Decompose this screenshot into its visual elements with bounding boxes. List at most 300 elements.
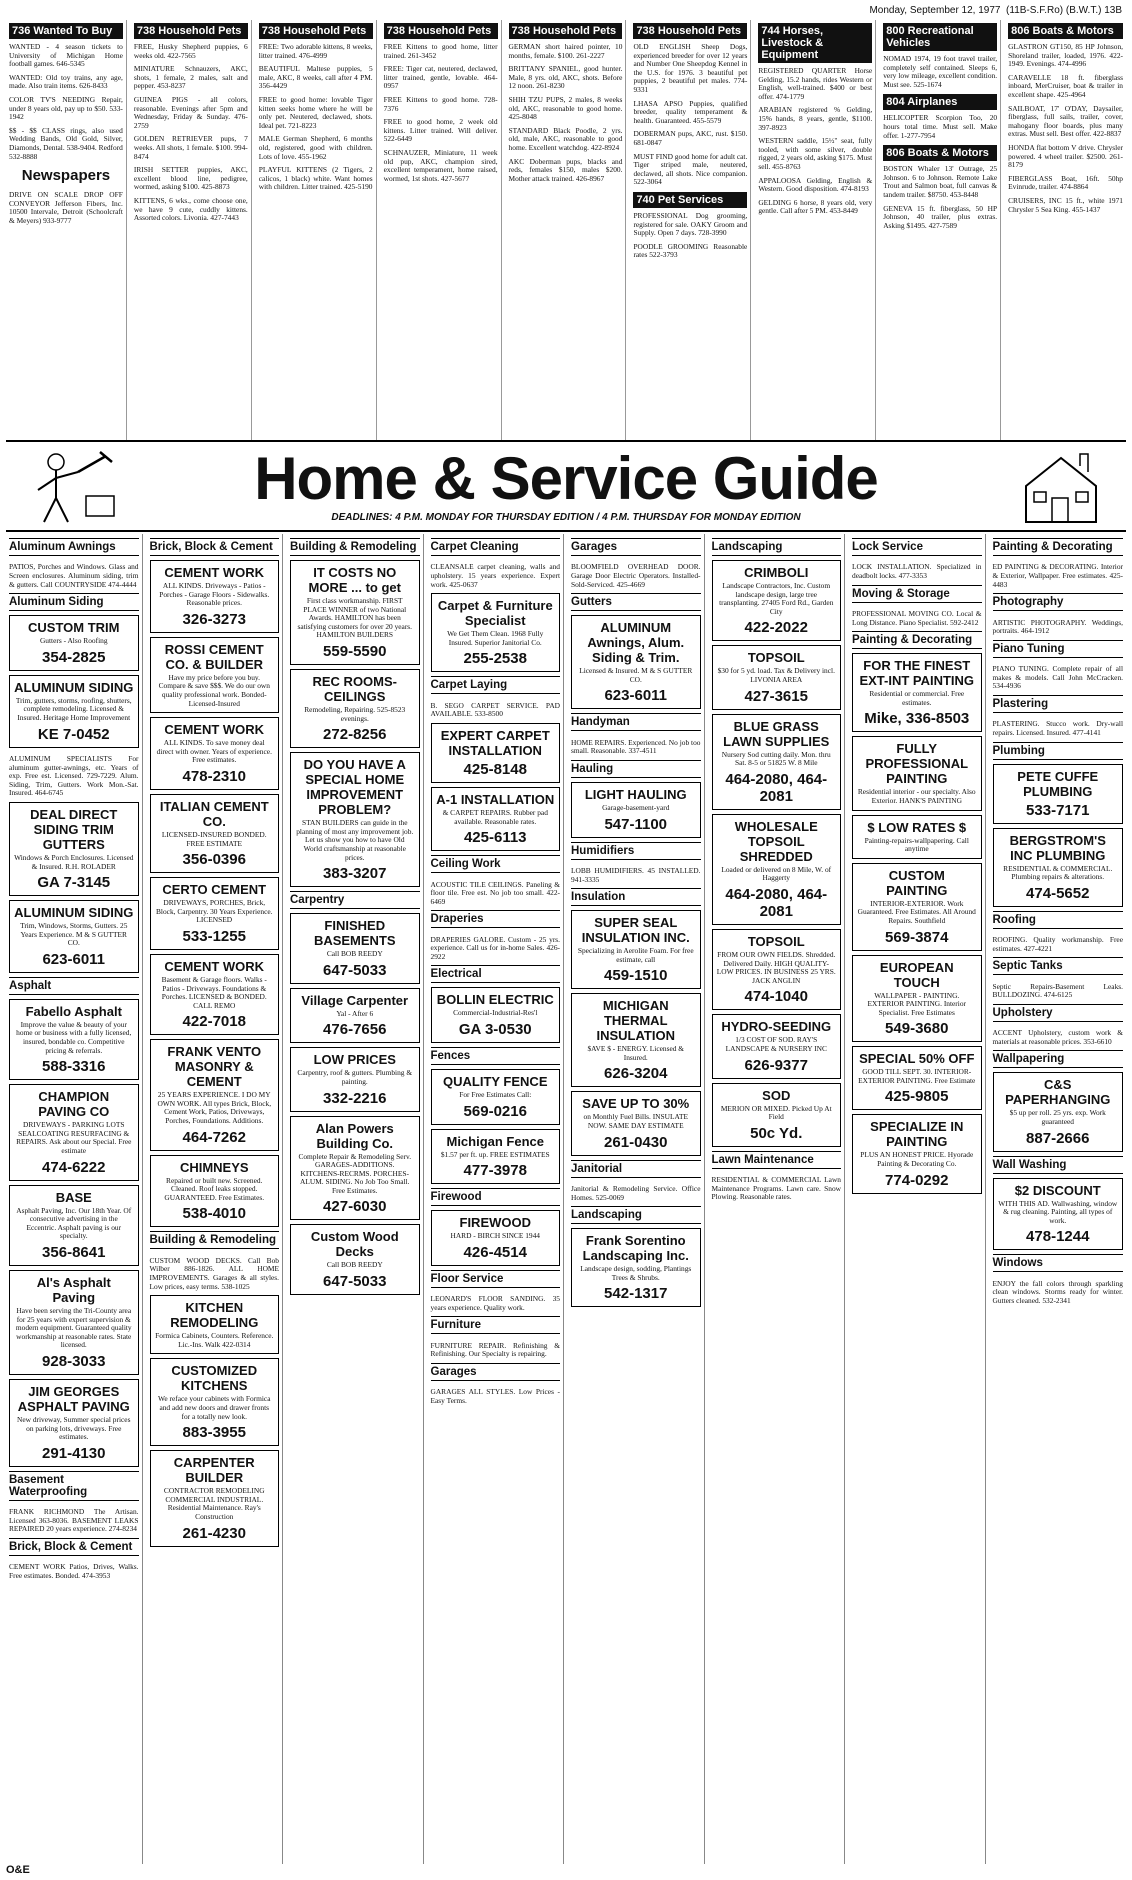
category-heading: Lock Service xyxy=(852,538,982,556)
classified-ad: FREE: Tiger cat, neutered, declawed, litter trained, gentle, lovable. 464-0957 xyxy=(383,64,498,91)
ad-phone: 588-3316 xyxy=(42,1058,106,1076)
ad-phone: 326-3273 xyxy=(182,610,246,628)
ad-phone: 559-5590 xyxy=(323,642,387,660)
category-heading: Basement Waterproofing xyxy=(9,1471,139,1501)
display-ad xyxy=(993,828,1124,907)
guide-column xyxy=(849,534,986,1864)
classified-ad: $$ - $$ CLASS rings, also used Wedding Bands, Old Gold, Silver, Diamonds, Dental. 538-9404. Redford 532-8888 xyxy=(9,125,123,161)
ad-title: C&S PAPERHANGING xyxy=(1005,1077,1111,1108)
classified-ad: GELDING 6 horse, 8 years old, very gentle. Call after 5 PM. 453-8449 xyxy=(758,197,873,216)
ad-title: TOPSOIL xyxy=(747,933,805,949)
line-ad: Septic Repairs-Basement Leaks. BULLDOZING. 474-6125 xyxy=(992,981,1123,1000)
line-ad: ACOUSTIC TILE CEILINGS. Paneling & floor tile. Free est. No job too small. 422-6469 xyxy=(430,879,560,906)
ad-text: $AVE $ - ENERGY. Licensed & Insured. xyxy=(587,1044,685,1062)
display-ad xyxy=(571,782,701,838)
display-ad xyxy=(571,615,701,709)
classified-column xyxy=(131,20,252,440)
classified-ad: PROFESSIONAL Dog grooming, registered for sale. OAKY Groom and Supply. Open 7 days. 728-3990 xyxy=(633,210,748,238)
ad-text: HARD - BIRCH SINCE 1944 xyxy=(450,1231,540,1241)
ad-text: Improve the value & beauty of your home or business with a fully licensed, insured, bondable co. Competitive pricing & referrals. xyxy=(16,1019,132,1055)
display-ad xyxy=(852,1046,982,1110)
display-ad xyxy=(993,1178,1124,1251)
ad-text: LICENSED-INSURED BONDED. FREE ESTIMATE xyxy=(161,829,267,848)
ad-phone: 383-3207 xyxy=(323,865,387,883)
classified-ad: REGISTERED QUARTER Horse Gelding, 15.2 hands, rides Western or English, well-trained. $400 or best offer. 474-1779 xyxy=(758,66,873,101)
line-ad: GARAGES ALL STYLES. Low Prices - Easy Terms. xyxy=(430,1387,560,1405)
display-ad xyxy=(571,1228,701,1307)
ad-title: CUSTOM TRIM xyxy=(28,620,120,636)
classified-ad: FREE to good home, 2 week old kittens. Litter trained. Will deliver. 522-6449 xyxy=(383,117,498,144)
ad-text: 1/3 COST OF SOD. RAY'S LANDSCAPE & NURSERY INC xyxy=(725,1035,827,1053)
category-heading: Moving & Storage xyxy=(852,585,982,603)
ad-phone: KE 7-0452 xyxy=(37,725,110,743)
classified-ad: WANTED - 4 season tickets to University of Michigan Home football games. 646-5345 xyxy=(9,42,123,69)
ad-phone: 647-5033 xyxy=(323,1273,387,1291)
ad-phone: 427-6030 xyxy=(323,1198,387,1216)
ad-phone: 291-4130 xyxy=(42,1444,106,1462)
ad-text: Trim, Windows, Storms, Gutters. 25 Years Experience. M & S GUTTER CO. xyxy=(20,921,128,948)
display-ad xyxy=(150,1358,280,1446)
ad-title: A-1 INSTALLATION xyxy=(436,791,555,807)
display-ad xyxy=(9,1270,139,1375)
ad-phone: 547-1100 xyxy=(604,815,668,833)
classified-ad: DOBERMAN pups, AKC, rust. $150. 681-0847 xyxy=(633,129,748,147)
ad-phone: 425-8148 xyxy=(463,760,527,778)
ad-text: Repaired or built new. Screened. Cleaned. Roof leaks stopped. GUARANTEED. Free Estimates. xyxy=(164,1175,265,1202)
display-ad xyxy=(9,1379,139,1467)
worker-illustration-icon xyxy=(16,446,126,526)
ad-title: Alan Powers Building Co. xyxy=(315,1120,394,1151)
ad-text: Residential or commercial. Free estimates. xyxy=(869,689,965,707)
ad-title: CARPENTER BUILDER xyxy=(173,1455,255,1486)
classified-ad: WESTERN saddle, 15½" seat, fully tooled, with some silver, double rigged, 2 years old, asking $175. Must sell. 455-8763 xyxy=(758,136,873,171)
ad-text: $5 up per roll. 25 yrs. exp. Work guaranteed xyxy=(1009,1108,1106,1127)
guide-column xyxy=(990,534,1127,1864)
category-heading: Fences xyxy=(431,1047,561,1065)
display-ad xyxy=(9,802,139,896)
display-ad xyxy=(150,1450,280,1546)
ad-phone: 474-6222 xyxy=(42,1158,106,1176)
ad-text: Formica Cabinets, Counters. Reference. Lic.-Ins. Walk 422-0314 xyxy=(155,1331,274,1349)
ad-title: SOD xyxy=(762,1087,791,1103)
classified-ad: LHASA APSO Puppies, qualified breeder, quality temperament & health. Guaranteed. 455-5579 xyxy=(633,98,748,125)
ad-phone: 928-3033 xyxy=(42,1352,106,1370)
ad-title: HYDRO-SEEDING xyxy=(721,1019,832,1035)
display-ad xyxy=(9,1084,139,1180)
classified-ad: COLOR TV'S NEEDING Repair, under 8 years old, pay up to $50. 533-1942 xyxy=(9,94,123,122)
line-ad: ARTISTIC PHOTOGRAPHY. Weddings, portraits. 464-1912 xyxy=(992,617,1123,636)
display-ad xyxy=(712,645,842,709)
ad-phone: 887-2666 xyxy=(1026,1129,1090,1147)
featured-ad-text: DRIVE ON SCALE DROP OFF CONVEYOR Jefferson Fibers, Inc. 10500 Intervale, Detroit (Schoolcraft & Meyers) 933-9777 xyxy=(9,190,123,225)
display-ad xyxy=(290,669,420,748)
display-ad xyxy=(712,714,842,810)
ad-title: KITCHEN REMODELING xyxy=(170,1300,259,1331)
classified-ad: BEAUTIFUL Maltese puppies, 5 male, AKC, 8 weeks, call after 4 PM. 356-4429 xyxy=(258,64,373,91)
banner-title: Home & Service Guide xyxy=(254,445,878,512)
display-ad xyxy=(712,1083,842,1147)
line-ad: ACCENT Upholstery, custom work & materials at reasonable prices. 353-6610 xyxy=(992,1028,1123,1046)
display-ad xyxy=(9,615,139,671)
classified-ad: STANDARD Black Poodle, 2 yrs. old, male, AKC, reasonable to good home. Excellent watchdog. 422-8924 xyxy=(508,125,623,152)
classified-column xyxy=(381,20,502,440)
ad-phone: 425-9805 xyxy=(885,1088,949,1106)
dateline: Monday, September 12, 1977 xyxy=(869,4,1001,16)
category-heading: Brick, Block & Cement xyxy=(9,1538,139,1556)
category-heading: Landscaping xyxy=(712,538,842,556)
ad-title: LIGHT HAULING xyxy=(584,786,687,802)
ad-text: Licensed & Insured. M & S GUTTER CO. xyxy=(579,666,693,684)
ad-title: CHAMPION PAVING CO xyxy=(38,1089,110,1120)
ad-title: EXPERT CARPET INSTALLATION xyxy=(440,727,550,758)
ad-text: 25 YEARS EXPERIENCE. I DO MY OWN WORK. All types Brick, Block, Cement Work, Patios, Driveways, Porches, Foundations. Additions. xyxy=(157,1090,272,1126)
line-ad: HOME REPAIRS. Experienced. No job too small. Reasonable. 337-4511 xyxy=(571,737,701,756)
ad-phone: 261-0430 xyxy=(604,1133,668,1151)
category-heading: Upholstery xyxy=(993,1004,1124,1022)
display-ad xyxy=(290,913,420,984)
ad-phone: 464-2080, 464-2081 xyxy=(725,770,828,805)
display-ad xyxy=(852,736,982,810)
ad-title: BERGSTROM'S INC PLUMBING xyxy=(1009,832,1106,863)
guide-column xyxy=(147,534,284,1864)
ad-title: BLUE GRASS LAWN SUPPLIES xyxy=(723,718,830,749)
ad-title: CERTO CEMENT xyxy=(162,882,267,898)
display-ad xyxy=(852,1114,982,1193)
line-ad: Janitorial & Remodeling Service. Office Homes. 525-0069 xyxy=(571,1184,701,1202)
ad-text: Trim, gutters, storms, roofing, shutters, complete remodeling. Licensed & Insured. Heritage Home Improvement xyxy=(15,695,132,722)
classified-column xyxy=(506,20,627,440)
service-directory xyxy=(6,534,1126,1864)
display-ad xyxy=(852,955,982,1043)
display-ad xyxy=(9,900,139,973)
ad-text: Residential interior - our specialty. Also Exterior. HANK'S PAINTING xyxy=(857,787,976,805)
display-ad xyxy=(712,814,842,925)
category-heading: Gutters xyxy=(571,593,701,611)
ad-title: $ LOW RATES $ xyxy=(867,819,967,835)
line-ad: LOBB HUMIDIFIERS. 45 INSTALLED. 941-3335 xyxy=(571,865,701,884)
ad-text: Complete Repair & Remodeling Serv. GARAGES-ADDITIONS. KITCHENS-RECRMS. PORCHES-ALUM. SIDING. No Job Too Small. Free Estimates. xyxy=(298,1151,412,1195)
display-ad xyxy=(431,987,561,1043)
ad-title: DO YOU HAVE A SPECIAL HOME IMPROVEMENT PROBLEM? xyxy=(303,757,406,818)
ad-text: WITH THIS AD. Wallwashing, window & rug cleaning. Painting, all types of work. xyxy=(998,1198,1118,1225)
classified-ad: OLD ENGLISH Sheep Dogs, experienced breeder for over 12 years and Number One Sheepdog Kennel in the U.S. for 1976. 3 beautiful pet puppies, 2 beautiful pet males. 774-9331 xyxy=(633,42,748,94)
display-ad xyxy=(290,1116,420,1221)
section-heading: 738 Household Pets xyxy=(509,23,623,39)
ad-text: Carpentry, roof & gutters. Plumbing & painting. xyxy=(297,1068,413,1086)
classified-ad: SCHNAUZER, Miniature, 11 week old pup, AKC, champion sired, excellent temperament, home raised, wormed, 1st shots. 427-5677 xyxy=(383,147,498,183)
section-heading: 806 Boats & Motors xyxy=(883,145,997,161)
ad-text: New driveway, Summer special prices on parking lots, driveways. Free estimates. xyxy=(17,1414,131,1442)
ad-text: CONTRACTOR REMODELING COMMERCIAL INDUSTRIAL. Residential Maintenance. Ray's Construction xyxy=(163,1486,265,1521)
classified-ad: PLAYFUL KITTENS (2 Tigers, 2 calicos, 1 black) white. Want homes with children. Litter trained. 425-5190 xyxy=(258,165,373,192)
ad-text: Yal - After 6 xyxy=(336,1008,374,1018)
category-heading: Wallpapering xyxy=(993,1050,1124,1068)
category-heading: Plastering xyxy=(993,695,1124,713)
ad-text: Painting-repairs-wallpapering. Call anytime xyxy=(864,835,969,854)
section-heading: 800 Recreational Vehicles xyxy=(883,23,997,51)
ad-text: DRIVEWAYS - PARKING LOTS SEALCOATING RESURFACING & REPAIRS. Ask about our Special. Free estimate xyxy=(16,1120,132,1156)
display-ad xyxy=(993,764,1124,824)
category-heading: Janitorial xyxy=(571,1160,701,1178)
line-ad: LOCK INSTALLATION. Specialized in deadbolt locks. 477-3353 xyxy=(852,562,982,580)
classified-ad: ARABIAN registered % Gelding, 15% hands, 8 years, gentle, $1100. 397-8923 xyxy=(758,105,873,132)
section-heading: 806 Boats & Motors xyxy=(1008,23,1123,39)
line-ad: RESIDENTIAL & COMMERCIAL Lawn Maintenance Programs. Lawn care. Snow Plowing. Reasonable rates. xyxy=(711,1175,841,1202)
ad-text: Garage-basement-yard xyxy=(602,802,670,812)
section-heading: 738 Household Pets xyxy=(384,23,498,39)
footer-mark: O&E xyxy=(6,1864,30,1876)
classified-ad: WANTED: Old toy trains, any age, made. Also train items. 626-8433 xyxy=(9,72,123,91)
guide-column xyxy=(428,534,565,1864)
ad-text: Remodeling, Repairing. 525-8523 evenings. xyxy=(304,704,406,723)
category-heading: Carpet Cleaning xyxy=(431,538,561,556)
ad-text: Nursery Sod cutting daily. Mon. thru Sat. 8-5 or 51825 W. 8 Mile xyxy=(721,749,831,768)
ad-text: PLUS AN HONEST PRICE. Hyorade Painting & Decorating Co. xyxy=(860,1150,974,1169)
ad-phone: 569-0216 xyxy=(463,1102,527,1120)
category-heading: Draperies xyxy=(431,910,561,928)
ad-phone: 464-2080, 464-2081 xyxy=(725,885,828,920)
line-ad: FRANK RICHMOND The Artisan. Licensed 363-8036. BASEMENT LEAKS REPAIRED 20 years experience. 274-8234 xyxy=(9,1507,139,1534)
category-heading: Wall Washing xyxy=(993,1156,1124,1174)
ad-title: Frank Sorentino Landscaping Inc. xyxy=(582,1233,689,1264)
ad-phone: 626-9377 xyxy=(744,1056,808,1074)
ad-phone: 356-0396 xyxy=(182,851,246,869)
category-heading: Septic Tanks xyxy=(993,957,1124,975)
ad-title: MICHIGAN THERMAL INSULATION xyxy=(596,998,675,1044)
home-service-guide-banner xyxy=(6,442,1126,532)
ad-phone: 50c Yd. xyxy=(750,1124,803,1142)
classified-ad: SAILBOAT, 17' O'DAY, Daysailer, fiberglass, full sails, trailer, cover, mahogany floor boards, plus many extras. Must sell. Best offer. 422-8837 xyxy=(1008,103,1123,139)
classified-ad: FIBERGLASS Boat, 16ft. 50hp Evinrude, trailer. 474-8864 xyxy=(1008,173,1123,192)
ad-text: We reface your cabinets with Formica and add new doors and drawer fronts for a totally new look. xyxy=(158,1394,271,1421)
classified-ad: MINIATURE Schnauzers, AKC, shots, 1 female, 2 males, salt and pepper. 453-8237 xyxy=(133,64,248,91)
display-ad xyxy=(852,863,982,951)
classified-column xyxy=(630,20,751,440)
display-ad xyxy=(290,1224,420,1295)
line-ad: CUSTOM WOOD DECKS. Call Bob Wilber 886-1826. ALL HOME IMPROVEMENTS. Garages & all styles. Low prices, easy terms. 538-1025 xyxy=(149,1255,279,1291)
classified-ad: GUINEA PIGS - all colors, reasonable. Evenings after 5pm and Wednesday, Friday & Sunday. 476-2759 xyxy=(133,94,248,130)
display-ad xyxy=(712,560,842,641)
guide-column xyxy=(709,534,846,1864)
ad-title: JIM GEORGES ASPHALT PAVING xyxy=(17,1383,130,1414)
ad-title: Michigan Fence xyxy=(446,1133,545,1149)
display-ad xyxy=(290,752,420,887)
house-illustration-icon xyxy=(1006,446,1116,526)
line-ad: ENJOY the fall colors through sparkling clean windows. Storms ready for winter. Gutters cleaned. 532-2341 xyxy=(992,1278,1123,1305)
classified-ad: CARAVELLE 18 ft. fiberglass inboard, MerCruiser, boat & trailer in excellent shape. 425-4964 xyxy=(1008,72,1123,99)
display-ad xyxy=(571,993,701,1087)
banner-deadlines: DEADLINES: 4 P.M. MONDAY FOR THURSDAY EDITION / 4 P.M. THURSDAY FOR MONDAY EDITION xyxy=(331,512,801,523)
ad-title: QUALITY FENCE xyxy=(443,1074,548,1090)
ad-phone: Mike, 336-8503 xyxy=(864,710,970,728)
line-ad: BLOOMFIELD OVERHEAD DOOR. Garage Door Electric Operators. Installed-Sold-Serviced. 425-4669 xyxy=(571,562,701,589)
ad-text: FROM OUR OWN FIELDS. Shredded. Delivered Daily. HIGH QUALITY-LOW PRICES. IN BUSINESS 25 YRS. JACK ANGLIN xyxy=(716,949,836,985)
ad-title: SPECIAL 50% OFF xyxy=(859,1051,975,1067)
display-ad xyxy=(150,1295,280,1354)
category-heading: Photography xyxy=(993,593,1124,611)
line-ad: PATIOS, Porches and Windows. Glass and Screen enclosures. Aluminum siding, trim & gutters. Call COUNTRYSIDE 474-4444 xyxy=(9,562,139,589)
line-ad: CLEANSALE carpet cleaning, walls and upholstery. 15 years experience. Expert work. 425-0637 xyxy=(430,562,560,589)
ad-phone: 272-8256 xyxy=(323,726,387,744)
edition-code: (11B-S.F.Ro) (B.W.T.) 13B xyxy=(1006,4,1122,16)
line-ad: B. SEGO CARPET SERVICE. PAD AVAILABLE. 533-8500 xyxy=(430,700,560,719)
display-ad xyxy=(290,988,420,1044)
ad-title: WHOLESALE TOPSOIL SHREDDED xyxy=(734,818,818,864)
ad-title: PETE CUFFE PLUMBING xyxy=(1017,768,1099,799)
ad-phone: 883-3955 xyxy=(182,1424,246,1442)
classified-ad: GOLDEN RETRIEVER pups, 7 weeks. All shots, 1 female. $100. 994-8474 xyxy=(133,134,248,161)
ad-text: DRIVEWAYS, PORCHES, Brick, Block, Carpentry. 30 Years Experience. LICENSED xyxy=(155,898,273,925)
ad-title: LOW PRICES xyxy=(313,1052,396,1068)
ad-title: ALUMINUM Awnings, Alum. Siding & Trim. xyxy=(587,620,685,666)
ad-phone: 626-3204 xyxy=(604,1065,668,1083)
ad-phone: 533-7171 xyxy=(1026,801,1090,819)
guide-column xyxy=(6,534,143,1864)
ad-text: RESIDENTIAL & COMMERCIAL. Plumbing repairs & alterations. xyxy=(1003,863,1113,882)
ad-text: $30 for 5 yd. load. Tax & Delivery incl. LIVONIA AREA xyxy=(717,666,835,684)
category-heading: Insulation xyxy=(571,888,701,906)
classified-ad: NOMAD 1974, 19 foot travel trailer, completely self contained. Sleeps 6, very low mileage, excellent condition. Must see. 525-1674 xyxy=(883,54,998,89)
section-heading: 738 Household Pets xyxy=(259,23,373,39)
category-heading: Carpet Laying xyxy=(431,676,561,694)
classified-ad: MUST FIND good home for adult cat. Tiger striped male, neutered, declawed, all shots. Nice companion. 522-3064 xyxy=(633,151,748,187)
category-heading: Hauling xyxy=(571,760,701,778)
ad-phone: 569-3874 xyxy=(885,928,949,946)
display-ad xyxy=(431,593,561,672)
ad-phone: 477-3978 xyxy=(463,1162,527,1180)
ad-phone: 426-4514 xyxy=(463,1243,527,1261)
ad-text: We Get Them Clean. 1968 Fully Insured. Superior Janitorial Co. xyxy=(447,629,544,647)
section-heading: 804 Airplanes xyxy=(883,94,997,110)
ad-title: BASE xyxy=(55,1189,92,1205)
line-ad: PLASTERING. Stucco work. Dry-wall repairs. Licensed. Insured. 477-4141 xyxy=(992,719,1123,737)
category-heading: Furniture xyxy=(431,1316,561,1334)
classified-ad: GENEVA 15 ft. fiberglass, 50 HP Johnson, 40 trailer, plus extras. Asking $1495. 427-7589 xyxy=(883,203,998,230)
section-heading: 740 Pet Services xyxy=(633,192,747,208)
classified-ad: FREE Kittens to good home, litter trained. 261-3452 xyxy=(383,42,498,60)
ad-text: ALL KINDS. To save money deal direct with owner. Years of experience. Free estimates. xyxy=(156,738,272,765)
classified-ad: KITTENS, 6 wks., come choose one, we have 9 cute, cuddly kittens. Assorted colors. Livonia. 427-7443 xyxy=(133,195,248,223)
category-heading: Carpentry xyxy=(290,891,420,909)
line-ad: LEONARD'S FLOOR SANDING. 35 years experience. Quality work. xyxy=(430,1294,560,1312)
category-heading: Piano Tuning xyxy=(993,640,1124,658)
ad-phone: 549-3680 xyxy=(885,1020,949,1038)
ad-title: SUPER SEAL INSULATION INC. xyxy=(581,915,690,946)
classified-ad: CRUISERS, INC 15 ft., white 1971 Chrysler 5 Sea King. 455-1437 xyxy=(1008,195,1123,214)
ad-title: SAVE UP TO 30% xyxy=(582,1096,690,1112)
ad-title: ALUMINUM SIDING xyxy=(14,679,134,695)
category-heading: Plumbing xyxy=(993,742,1124,760)
ad-title: CUSTOMIZED KITCHENS xyxy=(171,1363,258,1394)
display-ad xyxy=(9,675,139,748)
ad-text: STAN BUILDERS can guide in the planning of most any improvement job. Let us show you how to have Old World craftsmanship at reasonable prices. xyxy=(296,818,414,862)
category-heading: Electrical xyxy=(431,965,561,983)
category-heading: Roofing xyxy=(993,911,1124,929)
ad-phone: 459-1510 xyxy=(604,967,668,985)
ad-phone: 774-0292 xyxy=(885,1171,949,1189)
ad-phone: 464-7262 xyxy=(182,1128,246,1146)
ad-title: CEMENT WORK xyxy=(164,722,265,738)
display-ad xyxy=(150,794,280,873)
ad-text: First class workmanship. FIRST PLACE WINNER of two National Awards. HAMILTON has been satisfying customers for over 20 years. HAMILTON BUILDERS xyxy=(297,596,413,640)
ad-phone: GA 3-0530 xyxy=(458,1021,532,1039)
classified-column xyxy=(755,20,876,440)
ad-text: Basement & Garage floors. Walks - Patios - Driveways. Foundations & Porches. LICENSED & BONDED. CALL REMO xyxy=(161,974,267,1010)
classified-ad: BOSTON Whaler 13' Outrage, 25 Johnson. 6 to Johnson. Remote Lake Trout and Salmon boat, full canvas & tandem trailer. $8750. 453-8448 xyxy=(883,164,998,199)
ad-text: Loaded or delivered on 8 Mile, W. of Haggerty xyxy=(721,864,832,883)
display-ad xyxy=(431,1069,561,1125)
line-ad: DRAPERIES GALORE. Custom - 25 yrs. experience. Call us for in-home Sales. 426-2922 xyxy=(430,934,560,961)
classified-ad: HONDA flat bottom V drive. Chrysler powered. 4 wheel trailer. $2500. 261-8179 xyxy=(1008,142,1123,170)
display-ad xyxy=(150,1039,280,1150)
ad-title: Al's Asphalt Paving xyxy=(36,1275,111,1305)
classified-column xyxy=(880,20,1001,440)
ad-title: FULLY PROFESSIONAL PAINTING xyxy=(865,741,969,787)
guide-column xyxy=(287,534,424,1864)
display-ad xyxy=(712,929,842,1010)
ad-title: Custom Wood Decks xyxy=(310,1229,399,1260)
ad-title: Fabello Asphalt xyxy=(25,1003,122,1019)
ad-phone: GA 7-3145 xyxy=(37,874,111,892)
ad-title: $2 DISCOUNT xyxy=(1014,1182,1101,1198)
classified-ad: POODLE GROOMING Reasonable rates 522-3793 xyxy=(633,241,748,260)
ad-phone: 538-4010 xyxy=(182,1205,246,1223)
display-ad xyxy=(9,999,139,1080)
ad-title: FINISHED BASEMENTS xyxy=(313,918,396,949)
ad-title: FOR THE FINEST EXT-INT PAINTING xyxy=(859,658,975,689)
ad-text: Specializing in Aerolite Foam. For free estimate, call xyxy=(577,946,694,964)
ad-title: Village Carpenter xyxy=(301,992,409,1008)
category-heading: Windows xyxy=(993,1254,1124,1272)
category-heading: Painting & Decorating xyxy=(852,631,982,649)
ad-title: CEMENT WORK xyxy=(164,958,265,974)
category-heading: Garages xyxy=(571,538,701,556)
ad-title: FIREWOOD xyxy=(459,1215,531,1231)
ad-text: Asphalt Paving, Inc. Our 18th Year. Of consecutive advertising in the Eccentric. Asphalt paving is our specialty. xyxy=(16,1205,132,1241)
ad-phone: 427-3615 xyxy=(744,687,808,705)
ad-phone: 354-2825 xyxy=(42,648,106,666)
section-heading: 738 Household Pets xyxy=(633,23,747,39)
classified-column xyxy=(256,20,377,440)
line-ad: FURNITURE REPAIR. Refinishing & Refinishing. Our Specialty is repairing. xyxy=(430,1340,560,1359)
category-heading: Ceiling Work xyxy=(431,855,561,873)
display-ad xyxy=(290,560,420,665)
ad-phone: 422-7018 xyxy=(182,1013,246,1031)
ad-title: DEAL DIRECT SIDING TRIM GUTTERS xyxy=(30,806,118,852)
ad-phone: 474-1040 xyxy=(744,988,808,1006)
ad-title: CEMENT WORK xyxy=(164,565,265,580)
ad-phone: 356-8641 xyxy=(42,1244,106,1261)
line-ad: ROOFING. Quality workmanship. Free estimates. 427-4221 xyxy=(992,935,1123,953)
ad-title: BOLLIN ELECTRIC xyxy=(436,992,554,1008)
ad-title: EUROPEAN TOUCH xyxy=(879,959,954,990)
page-header xyxy=(10,0,1122,20)
ad-phone: 533-1255 xyxy=(182,927,246,945)
classified-ad: FREE to good home: lovable Tiger kitten seeks home where he will be only pet. Neutered, declawed, shots. Ideal pet. 721-8223 xyxy=(258,94,373,130)
ad-title: Carpet & Furniture Specialist xyxy=(437,598,553,629)
ad-title: ROSSI CEMENT CO. & BUILDER xyxy=(164,641,264,672)
category-heading: Painting & Decorating xyxy=(993,538,1124,556)
classified-ad: BRITTANY SPANIEL, good hunter. Male, 8 yrs. old, AKC, shots. Before 12 noon. 261-8230 xyxy=(508,64,623,91)
display-ad xyxy=(9,1185,139,1266)
classified-ad: IRISH SETTER puppies, AKC, excellent blood line, pedigree, wormed, asking $100. 425-8873 xyxy=(133,165,248,192)
classified-ad: AKC Doberman pups, blacks and reds, females $150, males $200. Mother attack trained. 426-8967 xyxy=(508,156,623,183)
category-heading: Asphalt xyxy=(9,977,139,995)
display-ad xyxy=(290,1047,420,1111)
ad-text: ALL KINDS. Driveways - Patios - Porches - Garage Floors - Sidewalks. Reasonable prices. xyxy=(159,581,270,608)
ad-text: Call BOB REEDY xyxy=(326,1260,383,1270)
display-ad xyxy=(431,787,561,851)
